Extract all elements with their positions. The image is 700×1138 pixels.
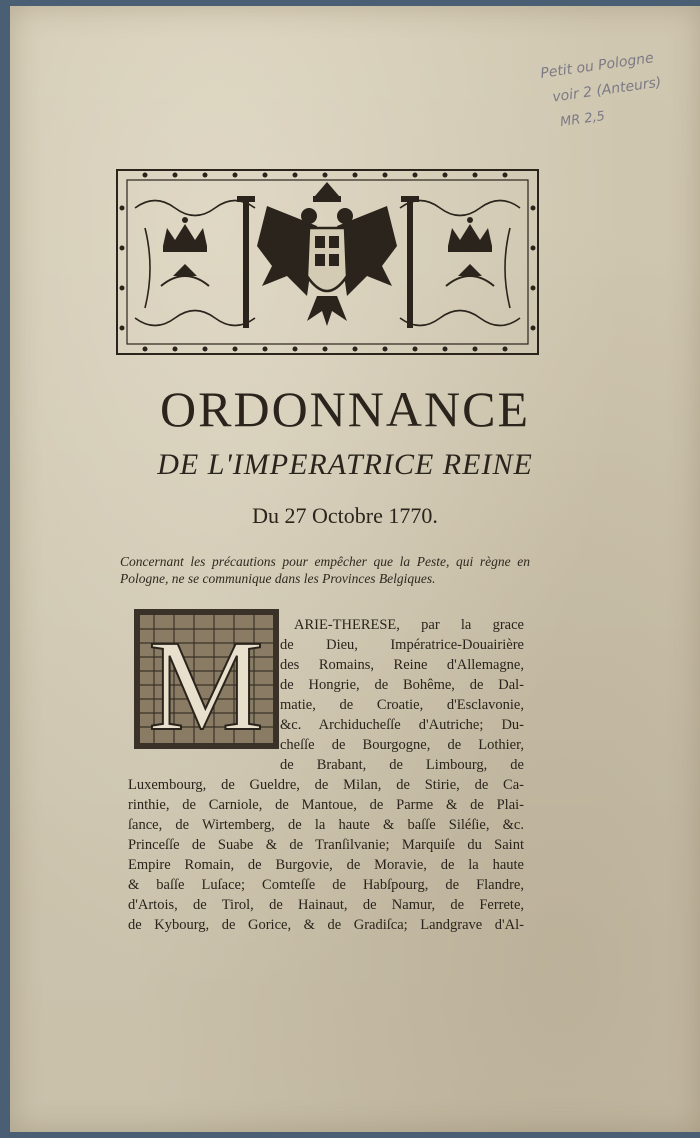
- drop-cap-letter: M: [148, 614, 264, 749]
- document-title: ORDONNANCE: [160, 381, 530, 437]
- body-line: &c. Archiducheſſe d'Autriche; Du-: [280, 717, 524, 733]
- body-line: cheſſe de Bourgogne, de Lothier,: [280, 737, 524, 753]
- handwritten-note-line-2: voir 2 (Anteurs): [551, 74, 663, 106]
- body-line: Empire Romain, de Burgovie, de Moravie, de la haute: [128, 857, 524, 873]
- body-line: de Kybourg, de Gorice, & de Gradiſca; Landgrave d'Al-: [128, 917, 524, 933]
- body-line: de Hongrie, de Bohême, de Dal-: [280, 677, 524, 693]
- body-line: Princeſſe de Suabe & de Tranſilvanie; Marquiſe du Saint: [128, 837, 524, 853]
- body-line: Luxembourg, de Gueldre, de Milan, de Stirie, de Ca-: [128, 777, 524, 793]
- body-line: & baſſe Luſace; Comteſſe de Habſpourg, de Flandre,: [128, 877, 524, 893]
- body-line: ARIE-THERESE, par la grace: [294, 617, 524, 633]
- handwritten-note-line-1: Petit ou Pologne: [539, 50, 655, 82]
- drop-cap-initial: [134, 609, 279, 749]
- body-line: d'Artois, de Tirol, de Hainaut, de Namur, de Ferrete,: [128, 897, 524, 913]
- body-line: de Brabant, de Limbourg, de: [280, 757, 524, 773]
- body-line: de Dieu, Impératrice-Douairière: [280, 637, 524, 653]
- coat-of-arms-icon: [115, 168, 540, 356]
- document-subtitle: DE L'IMPERATRICE REINE: [157, 448, 533, 481]
- handwritten-note-line-3: MR 2,5: [559, 108, 606, 131]
- body-line: ſance, de Wirtemberg, de la haute & baſſe Siléſie, &c.: [128, 817, 524, 833]
- body-line: rinthie, de Carniole, de Mantoue, de Parme & de Plai-: [128, 797, 524, 813]
- body-line: des Romains, Reine d'Allemagne,: [280, 657, 524, 673]
- concerning-summary: Concernant les précautions pour empêcher que la Peste, qui règne en Pologne, ne se communique dans les Provinces Belgiques.: [120, 554, 530, 586]
- document-date: Du 27 Octobre 1770.: [252, 503, 438, 528]
- body-line: matie, de Croatie, d'Esclavonie,: [280, 697, 524, 713]
- engraved-header-ornament: [115, 168, 540, 356]
